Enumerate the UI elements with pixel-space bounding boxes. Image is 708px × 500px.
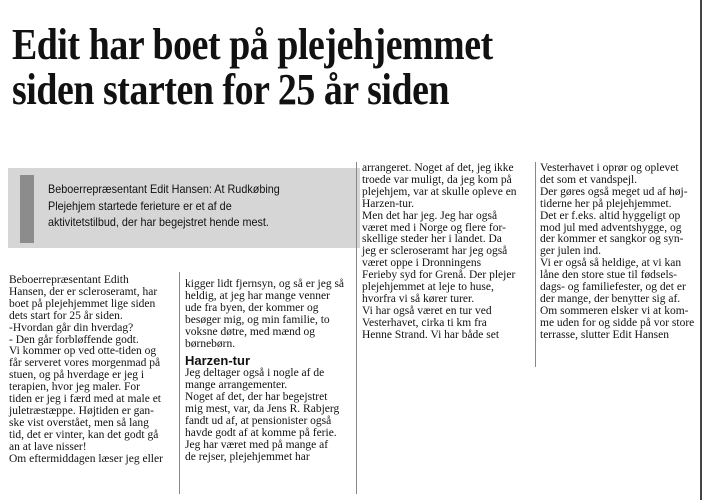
body-line: troede var muligt, da jeg kom på bbox=[362, 173, 512, 186]
body-line: arrangeret. Noget af det, jeg ikke bbox=[362, 162, 514, 174]
body-line: der mange, der benytter sig af. bbox=[540, 292, 681, 305]
page-edge-rule bbox=[700, 0, 702, 500]
article-headline bbox=[12, 22, 605, 112]
body-line: været oppe i Dronningens bbox=[362, 257, 482, 270]
body-line: ger julen ind. bbox=[540, 245, 601, 258]
body-line: boet på plejehjemmet lige siden bbox=[9, 297, 156, 310]
body-line: voksne døtre, med mænd og bbox=[185, 325, 315, 338]
body-line: Vesterhavet i oprør og oplevet bbox=[540, 162, 679, 174]
body-line: Om eftermiddagen læser jeg eller bbox=[9, 452, 163, 465]
body-line: Det er f.eks. altid hyggeligt op bbox=[540, 209, 681, 222]
headline-line-2: siden starten for 25 år siden bbox=[12, 65, 450, 114]
body-line: Men det har jeg. Jeg har også bbox=[362, 209, 498, 222]
headline-line-1: Edit har boet på plejehjemmet bbox=[12, 20, 493, 69]
article-column-3 bbox=[362, 163, 517, 342]
article-column-2 bbox=[185, 279, 344, 464]
body-line: Henne Strand. Vi har både set bbox=[362, 328, 500, 341]
article-column-1 bbox=[9, 275, 163, 466]
body-line: stuen, og på hverdage er jeg i bbox=[9, 369, 145, 382]
body-line: fandt ud af, at pensionister også bbox=[185, 415, 332, 428]
body-line: mange arrangementer. bbox=[185, 379, 288, 392]
body-line: Vesterhavet, cirka ti km fra bbox=[362, 316, 487, 329]
body-line: låne den store stue til fødsels- bbox=[540, 269, 678, 282]
body-line: børnebørn. bbox=[185, 337, 236, 350]
body-line: kigger lidt fjernsyn, og så er jeg så bbox=[185, 278, 345, 290]
body-line: Vi kommer op ved otte-tiden og bbox=[9, 345, 157, 358]
body-line: Jeg har været med på mange af bbox=[185, 438, 329, 451]
body-line: Jeg deltager også i nogle af de bbox=[185, 367, 325, 380]
body-line: Vi har også været en tur ved bbox=[362, 304, 492, 317]
body-line: de rejser, plejehjemmet har bbox=[185, 450, 310, 463]
body-line: tiden er jeg i færd med at male et bbox=[9, 393, 161, 406]
body-line: jeg er scleroseramt har jeg også bbox=[362, 245, 508, 258]
body-line: me uden for og sidde på vor store bbox=[540, 316, 695, 329]
article-column-4 bbox=[540, 163, 694, 342]
body-line: får serveret vores morgenmad på bbox=[9, 357, 161, 370]
lead-accent-bar bbox=[20, 175, 34, 243]
body-line: Hansen, der er scleroseramt, har bbox=[9, 285, 158, 298]
body-line: havde godt af at komme på ferie. bbox=[185, 426, 337, 439]
body-line: mod jul med adventshygge, og bbox=[540, 221, 682, 234]
body-line: dags- og familiefester, og det er bbox=[540, 281, 686, 294]
body-line: skellige steder her i landet. Da bbox=[362, 233, 502, 246]
body-line: juletræstæppe. Højtiden er gan- bbox=[9, 404, 154, 417]
body-line: Beboerrepræsentant Edith bbox=[9, 274, 129, 286]
section-subhead: Harzen-tur bbox=[185, 353, 251, 369]
body-line: Om sommeren elsker vi at kom- bbox=[540, 304, 689, 317]
body-line: hvorfra vi så kører turer. bbox=[362, 292, 475, 305]
body-line: ude fra byen, der kommer og bbox=[185, 301, 319, 314]
body-line: -Hvordan går din hverdag? bbox=[9, 321, 134, 334]
body-line: mig mest, var, da Jens R. Rabjerg bbox=[185, 403, 340, 416]
column-rule bbox=[179, 272, 180, 494]
body-line: plejehjemmet at leje to huse, bbox=[362, 281, 494, 294]
body-line: Vi er også så heldige, at vi kan bbox=[540, 257, 682, 270]
body-line: heldig, at jeg har mange venner bbox=[185, 289, 330, 302]
body-line: Ferieby syd for Grenå. Der plejer bbox=[362, 269, 516, 282]
body-line: tid, det er vinter, kan det godt gå bbox=[9, 428, 159, 441]
body-line: terrasse, slutter Edit Hansen bbox=[540, 328, 670, 341]
body-line: tiderne her på plejehjemmet. bbox=[540, 197, 672, 210]
body-line: der kommer et sangkor og syn- bbox=[540, 233, 684, 246]
lead-line: Beboerrepræsentant Edit Hansen: At Rudkøbing bbox=[48, 182, 280, 196]
body-line: Der gøres også meget ud af høj- bbox=[540, 185, 688, 198]
body-line: besøger mig, og min familie, to bbox=[185, 313, 330, 326]
body-line: det som et vandspejl. bbox=[540, 173, 638, 186]
body-line: Harzen-tur. bbox=[362, 197, 415, 210]
body-line: plejehjem, var at skulle opleve en bbox=[362, 185, 517, 198]
lead-text bbox=[48, 181, 345, 231]
lead-line: Plejehjem startede ferieture er et af de bbox=[48, 198, 232, 213]
body-line: ske vist overstået, men så lang bbox=[9, 416, 149, 429]
body-line: - Den går forbløffende godt. bbox=[9, 333, 139, 346]
body-line: terapien, hvor jeg maler. For bbox=[9, 381, 140, 394]
column-rule bbox=[535, 162, 536, 367]
body-line: dets start for 25 år siden. bbox=[9, 309, 123, 322]
lead-line: aktivitetstilbud, der har begejstret hende mest. bbox=[48, 215, 269, 229]
body-line: an at lave nisser! bbox=[9, 440, 87, 453]
column-rule bbox=[356, 162, 357, 494]
body-line: været med i Norge og flere for- bbox=[362, 221, 506, 234]
body-line: Noget af det, der har begejstret bbox=[185, 391, 328, 404]
